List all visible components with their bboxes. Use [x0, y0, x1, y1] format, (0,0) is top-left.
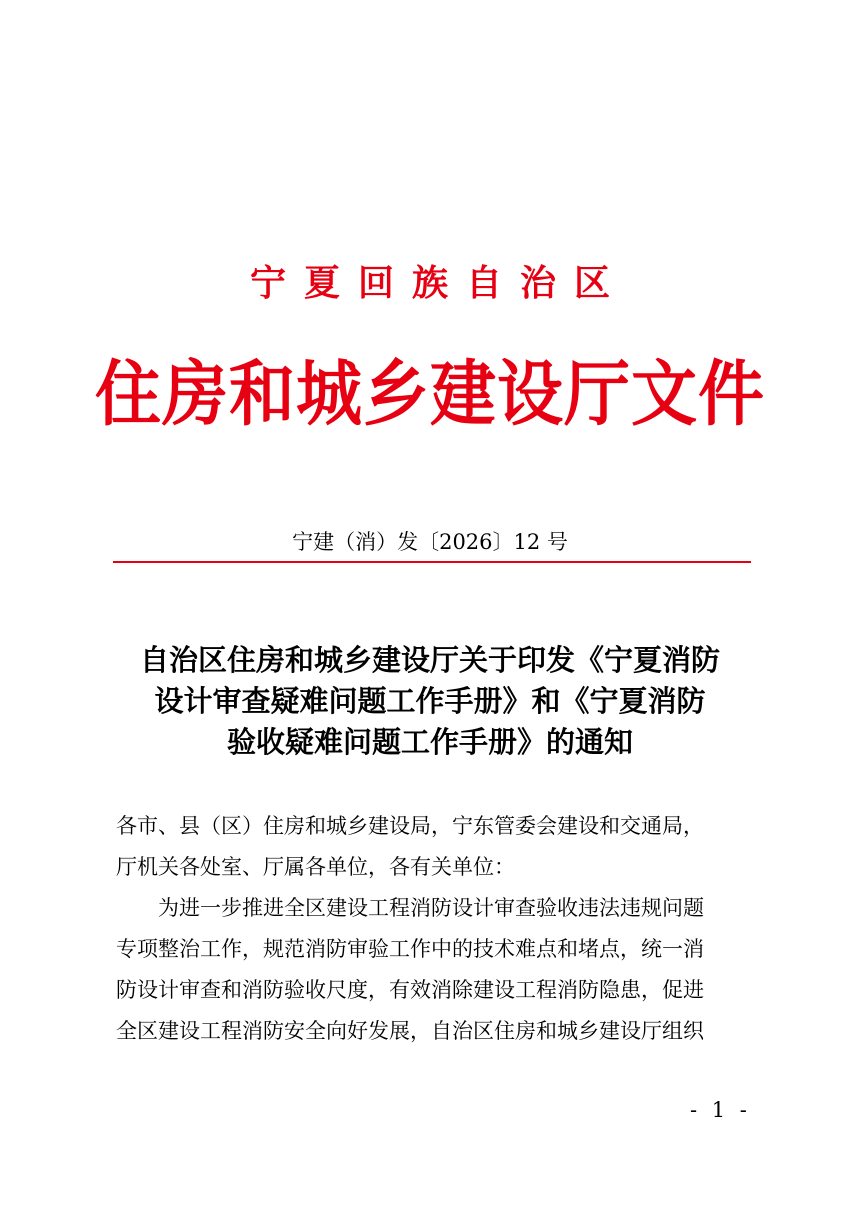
red-divider-line	[113, 561, 751, 563]
page-number: - 1 -	[690, 1098, 751, 1122]
title-line: 设计审查疑难问题工作手册》和《宁夏消防	[154, 684, 706, 718]
addressee-line: 各市、县（区）住房和城乡建设局，宁东管委会建设和交通局，	[116, 814, 704, 838]
paragraph-line: 全区建设工程消防安全向好发展，自治区住房和城乡建设厅组织	[116, 1019, 704, 1043]
title-line: 自治区住房和城乡建设厅关于印发《宁夏消防	[139, 643, 720, 677]
addressee-line: 厅机关各处室、厅属各单位，各有关单位：	[116, 855, 515, 879]
issuer-department: 住房和城乡建设厅文件	[95, 351, 765, 436]
issuer-region: 宁夏回族自治区	[249, 262, 628, 304]
document-title	[100, 640, 760, 763]
document-body	[116, 806, 756, 1052]
paragraph-line: 防设计审查和消防验收尺度，有效消除建设工程消防隐患，促进	[116, 978, 704, 1002]
paragraph-line: 为进一步推进全区建设工程消防设计审查验收违法违规问题	[158, 896, 704, 920]
paragraph-line: 专项整治工作，规范消防审验工作中的技术难点和堵点，统一消	[116, 937, 704, 961]
title-line: 验收疑难问题工作手册》的通知	[226, 725, 633, 759]
document-number: 宁建（消）发〔2026〕12 号	[292, 530, 568, 554]
